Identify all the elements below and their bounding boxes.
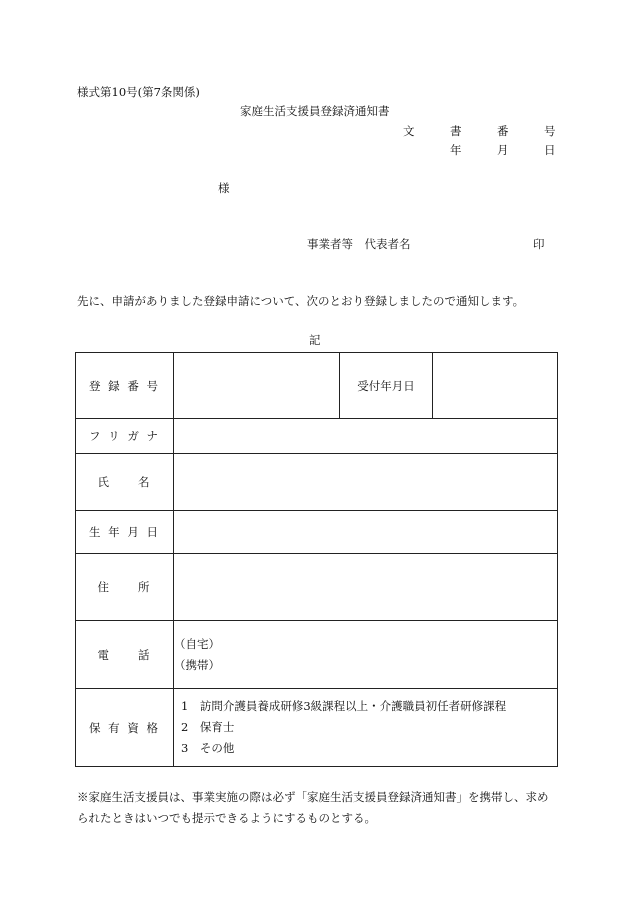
birth-date-field[interactable] <box>174 511 558 554</box>
table-row <box>76 454 558 511</box>
date-year-label: 年 <box>450 143 462 157</box>
table-row <box>76 419 558 454</box>
table-row <box>76 554 558 621</box>
recipient-honorific: 様 <box>218 181 230 195</box>
footnote: ※家庭生活支援員は、事業実施の際は必ず「家庭生活支援員登録済通知書」を携帯し、求められたときはいつでも提示できるようにするものとする。 <box>77 790 549 825</box>
address-field[interactable] <box>174 554 558 621</box>
birth-date-label: 生 年 月 日 <box>76 511 174 554</box>
document-number-char: 文 <box>403 124 415 138</box>
phone-home-label: （自宅） <box>174 636 220 651</box>
table-row <box>76 689 558 767</box>
address-label: 住 所 <box>76 554 174 621</box>
sender-representative-label: 事業者等 代表者名 <box>307 237 411 251</box>
document-number-char: 書 <box>450 124 462 138</box>
qualification-item[interactable]: 3 その他 <box>181 741 235 755</box>
intro-text: 先に、申請がありました登録申請について、次のとおり登録しましたので通知します。 <box>77 294 525 308</box>
ki-heading: 記 <box>309 333 321 347</box>
table-row <box>76 511 558 554</box>
date-day-label: 日 <box>544 143 556 157</box>
qualification-item[interactable]: 2 保育士 <box>181 720 235 734</box>
document-number-char: 号 <box>544 124 556 138</box>
phone-mobile-label: （携帯） <box>174 657 220 672</box>
received-date-label: 受付年月日 <box>340 353 433 419</box>
received-date-field[interactable] <box>433 353 558 419</box>
qualification-item[interactable]: 1 訪問介護員養成研修3級課程以上・介護職員初任者研修課程 <box>181 699 507 713</box>
name-field[interactable] <box>174 454 558 511</box>
form-number: 様式第10号(第7条関係) <box>77 85 200 99</box>
qualifications-label: 保 有 資 格 <box>76 689 174 767</box>
document-number-char: 番 <box>497 124 509 138</box>
registration-number-field[interactable] <box>174 353 340 419</box>
qualifications-field <box>174 689 558 767</box>
seal-mark: 印 <box>533 237 545 251</box>
registration-number-label: 登 録 番 号 <box>76 353 174 419</box>
furigana-field[interactable] <box>174 419 558 454</box>
registration-table <box>75 352 558 767</box>
date-month-label: 月 <box>497 143 509 157</box>
furigana-label: フ リ ガ ナ <box>76 419 174 454</box>
table-row <box>76 353 558 419</box>
name-label: 氏 名 <box>76 454 174 511</box>
phone-label: 電 話 <box>76 621 174 689</box>
phone-field[interactable] <box>174 621 558 689</box>
table-row <box>76 621 558 689</box>
document-title: 家庭生活支援員登録済通知書 <box>240 104 390 118</box>
